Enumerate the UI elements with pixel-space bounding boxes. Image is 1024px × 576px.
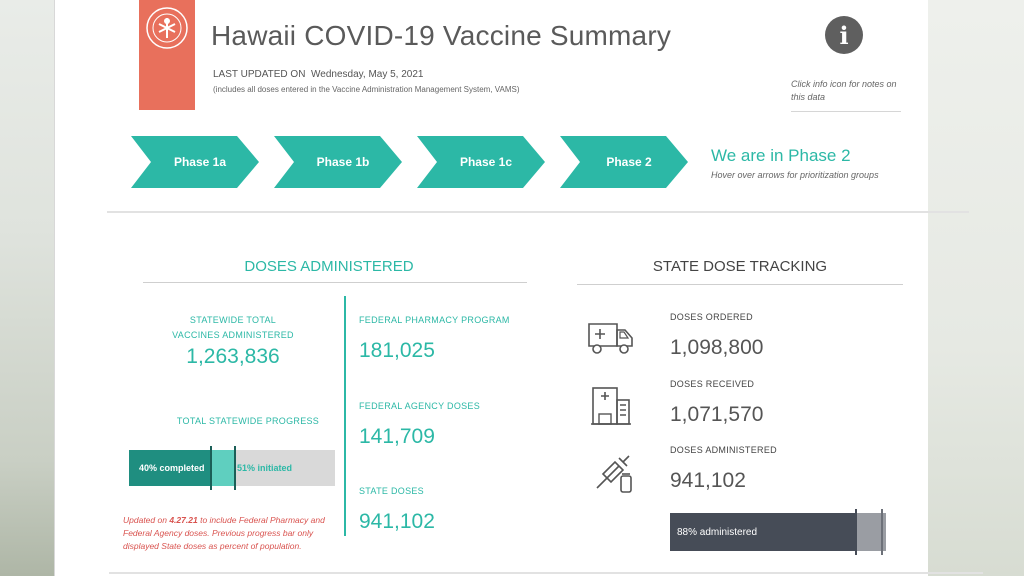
federal-agency-value: 141,709 <box>359 425 435 448</box>
last-updated <box>213 69 423 80</box>
dashboard-panel <box>54 0 928 576</box>
doses-administered-title: DOSES ADMINISTERED <box>244 258 414 275</box>
progress-completed-marker <box>210 446 212 490</box>
background-left <box>0 0 54 576</box>
info-hint: Click info icon for notes on this data <box>791 79 897 102</box>
phase-label: Phase 1b <box>316 155 370 169</box>
state-title-underline <box>577 284 903 285</box>
phase-arrow-1c[interactable] <box>417 136 545 188</box>
phase-label: Phase 1c <box>459 155 513 169</box>
state-doses-value: 941,102 <box>359 510 435 533</box>
updated-note: (includes all doses entered in the Vaccine Administration Management System, VAMS) <box>213 85 520 94</box>
last-updated-prefix: LAST UPDATED ON <box>213 69 306 80</box>
federal-pharmacy-value: 181,025 <box>359 339 435 362</box>
administered-progress-text: 88% administered <box>677 527 758 538</box>
doses-ordered-value: 1,098,800 <box>670 336 764 359</box>
bottom-divider <box>109 572 983 574</box>
health-department-logo <box>139 0 195 110</box>
progress-initiated-text: 51% initiated <box>237 463 293 473</box>
info-hint-underline <box>791 111 901 112</box>
note-rest: to include Federal Pharmacy and Federal Agency doses. Previous progress bar only displayed State doses as percent of population. <box>123 515 325 551</box>
doses-administered-value: 941,102 <box>670 469 746 492</box>
federal-pharmacy-label: FEDERAL PHARMACY PROGRAM <box>359 315 510 325</box>
phase-arrow-1a[interactable] <box>131 136 259 188</box>
doses-ordered-label: DOSES ORDERED <box>670 312 753 322</box>
federal-agency-label: FEDERAL AGENCY DOSES <box>359 401 481 411</box>
note-prefix: Updated on <box>123 515 167 525</box>
statewide-total-label-line2: VACCINES ADMINISTERED <box>172 330 294 340</box>
note-date: 4.27.21 <box>169 515 198 525</box>
update-note <box>123 514 337 553</box>
state-doses-label: STATE DOSES <box>359 486 424 496</box>
received-marker <box>881 509 883 555</box>
state-seal-icon <box>145 6 189 50</box>
doses-received-value: 1,071,570 <box>670 403 764 426</box>
administered-marker <box>855 509 857 555</box>
page-title: Hawaii COVID-19 Vaccine Summary <box>211 20 672 51</box>
section-divider <box>107 211 969 213</box>
doses-received-label: DOSES RECEIVED <box>670 379 755 389</box>
background-right <box>928 0 1024 576</box>
progress-initiated-marker <box>234 446 236 490</box>
phase-arrow-1b[interactable] <box>274 136 402 188</box>
vertical-separator <box>344 296 346 536</box>
phase-label: Phase 2 <box>606 155 652 169</box>
statewide-total-label-line1: STATEWIDE TOTAL <box>189 315 277 325</box>
last-updated-date: Wednesday, May 5, 2021 <box>311 69 424 80</box>
state-dose-tracking-title: STATE DOSE TRACKING <box>652 258 828 275</box>
ambulance-icon <box>587 318 635 361</box>
doses-administered-label: DOSES ADMINISTERED <box>670 445 777 455</box>
progress-completed-text: 40% completed <box>139 463 205 473</box>
current-phase: We are in Phase 2 <box>711 146 851 165</box>
statewide-total-label <box>143 313 323 343</box>
info-icon[interactable]: i <box>825 16 863 54</box>
doses-title-underline <box>143 282 527 283</box>
progress-label: TOTAL STATEWIDE PROGRESS <box>176 416 320 426</box>
hospital-icon <box>589 382 633 431</box>
phase-hint: Hover over arrows for prioritization groups <box>711 170 879 180</box>
statewide-total-value: 1,263,836 <box>186 345 280 368</box>
syringe-vial-icon <box>589 448 635 499</box>
phase-arrow-2[interactable] <box>560 136 688 188</box>
phase-label: Phase 1a <box>173 155 227 169</box>
